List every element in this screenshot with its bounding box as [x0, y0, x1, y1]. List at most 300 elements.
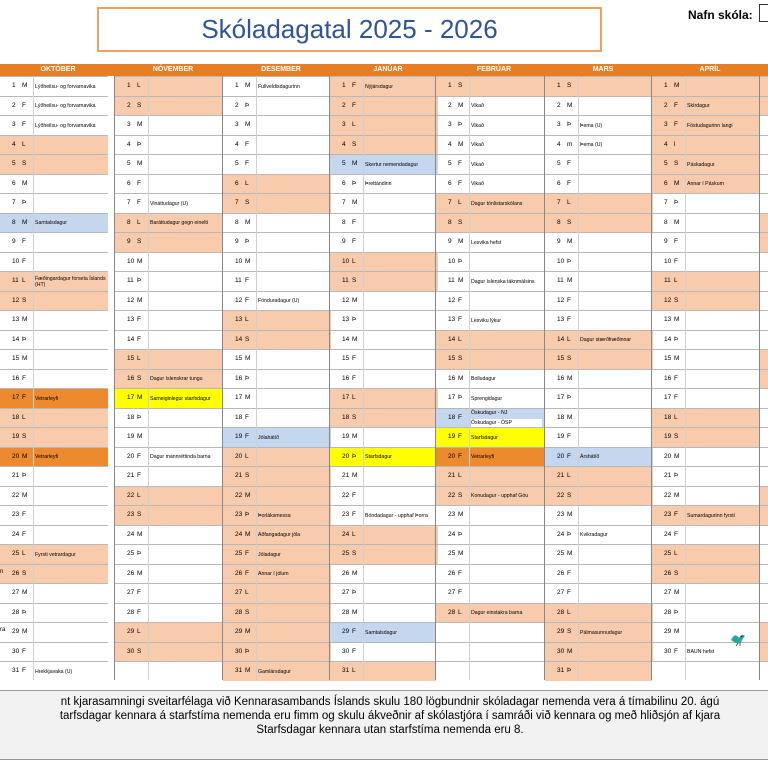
- calendar-day-cell: [115, 115, 223, 135]
- day-number: 6: [557, 179, 561, 187]
- calendar-day-cell: [330, 564, 438, 584]
- weekday-letter: L: [458, 335, 462, 343]
- calendar-day-cell: [0, 466, 108, 486]
- day-number: 5: [127, 160, 131, 167]
- calendar-day-cell: [330, 642, 438, 662]
- calendar-day-cell: [545, 486, 653, 506]
- calendar-day-cell: [436, 174, 544, 194]
- calendar-day-cell: [436, 388, 544, 408]
- calendar-day-cell: [545, 154, 653, 174]
- calendar-day-cell: [652, 466, 759, 486]
- weekday-letter: M: [22, 628, 28, 635]
- weekday-letter: L: [245, 316, 249, 323]
- weekday-letter: L: [137, 82, 141, 89]
- calendar-day-cell: [330, 369, 438, 389]
- calendar-day-cell: [223, 642, 331, 662]
- day-number: 10: [448, 257, 456, 265]
- calendar-day-cell: [652, 154, 759, 174]
- weekday-letter: M: [22, 491, 28, 499]
- month-header: OKTÓBER: [40, 66, 76, 73]
- day-event: [35, 624, 106, 641]
- weekday-letter: F: [22, 257, 26, 265]
- weekday-letter: M: [22, 316, 28, 323]
- weekday-letter: S: [352, 277, 357, 284]
- day-number: 7: [448, 199, 452, 206]
- weekday-letter: M: [137, 394, 143, 401]
- day-number: 17: [664, 394, 672, 401]
- day-event: [150, 566, 221, 583]
- day-event: [150, 273, 221, 290]
- weekday-letter: L: [352, 121, 356, 128]
- day-event: [150, 98, 221, 115]
- day-event: Vináttudagur (U): [150, 200, 188, 207]
- day-event: [580, 488, 651, 505]
- calendar-grid: [0, 76, 768, 680]
- day-event: [150, 293, 221, 310]
- day-event: [471, 644, 542, 661]
- day-event: Bolludagur: [471, 376, 496, 382]
- school-name-field[interactable]: [759, 4, 768, 22]
- calendar-day-cell: [0, 564, 108, 584]
- day-event: [687, 566, 757, 583]
- day-number: 27: [448, 589, 456, 596]
- weekday-letter: Þ: [352, 316, 357, 323]
- weekday-letter: F: [567, 569, 571, 577]
- calendar-day-cell: [545, 291, 653, 311]
- day-number: 20: [342, 452, 350, 460]
- day-event: [687, 605, 757, 622]
- day-event: [35, 332, 106, 349]
- day-event: [365, 117, 436, 134]
- calendar-day-cell: [223, 135, 331, 155]
- day-event: [35, 527, 106, 544]
- day-event: [150, 312, 221, 329]
- day-event: Samtalsdagur: [35, 220, 68, 226]
- weekday-letter: M: [567, 511, 573, 518]
- day-number: 4: [342, 140, 346, 148]
- day-event: Dagur stærðfræðinnar: [580, 337, 632, 343]
- weekday-letter: F: [137, 589, 141, 596]
- day-number: 4: [448, 140, 452, 148]
- weekday-letter: F: [22, 374, 26, 382]
- weekday-letter: M: [458, 101, 464, 109]
- weekday-letter: M: [352, 569, 358, 577]
- day-event: [580, 429, 651, 446]
- calendar-day-cell: [436, 486, 544, 506]
- calendar-day-cell: [223, 349, 331, 369]
- day-number: 30: [342, 647, 350, 655]
- calendar-day-cell: [330, 349, 438, 369]
- day-number: 2: [664, 101, 668, 109]
- day-number: 30: [557, 647, 565, 655]
- day-event: [580, 663, 651, 680]
- calendar-day-cell: [115, 232, 223, 252]
- day-number: 23: [127, 511, 135, 518]
- day-event: [365, 429, 436, 446]
- day-event: [687, 195, 757, 212]
- day-number: 3: [448, 121, 452, 128]
- day-number: 13: [127, 316, 135, 323]
- weekday-letter: M: [674, 82, 680, 89]
- weekday-letter: Þ: [567, 394, 572, 401]
- weekday-letter: L: [22, 140, 26, 148]
- weekday-letter: F: [458, 433, 462, 440]
- day-event: [35, 566, 106, 583]
- day-number: 14: [12, 335, 20, 343]
- calendar-day-cell: [115, 447, 223, 467]
- weekday-letter: M: [458, 374, 464, 382]
- day-event: [687, 371, 757, 388]
- calendar-day-cell: [652, 310, 759, 330]
- day-number: 11: [664, 277, 671, 284]
- day-event: [150, 488, 221, 505]
- day-event: [258, 644, 329, 661]
- calendar-day-cell: [545, 427, 653, 447]
- calendar-day-cell: [652, 583, 759, 603]
- weekday-letter: M: [22, 355, 28, 362]
- weekday-letter: F: [352, 355, 356, 362]
- calendar-day-cell: [545, 349, 653, 369]
- calendar-day-cell: [436, 369, 544, 389]
- calendar-day-cell: [436, 310, 544, 330]
- calendar-day-cell: [436, 466, 544, 486]
- day-number: 23: [342, 511, 350, 518]
- day-number: 24: [127, 530, 135, 538]
- partial-next-month-cell: [760, 603, 768, 623]
- weekday-letter: F: [352, 628, 356, 635]
- calendar-day-cell: [115, 583, 223, 603]
- calendar-day-cell: [545, 505, 653, 525]
- day-number: 25: [557, 550, 565, 557]
- weekday-letter: F: [352, 647, 356, 655]
- calendar-day-cell: [436, 505, 544, 525]
- day-number: 26: [448, 569, 456, 577]
- weekday-letter: F: [674, 374, 678, 382]
- calendar-day-cell: [330, 271, 438, 291]
- day-event: [687, 78, 757, 95]
- day-event: [35, 585, 106, 602]
- calendar-day-cell: [115, 603, 223, 623]
- weekday-letter: S: [137, 374, 142, 382]
- day-number: 16: [664, 374, 672, 382]
- day-event: [150, 351, 221, 368]
- footer-line-3: Starfsdagar kennara utan starfstíma nemenda eru 8.: [256, 724, 524, 736]
- day-number: 3: [557, 121, 561, 128]
- day-number: 20: [664, 452, 672, 460]
- month-header: NÓVEMBER: [152, 66, 194, 73]
- day-number: 13: [557, 316, 565, 323]
- weekday-letter: M: [674, 628, 680, 635]
- day-event: [365, 332, 436, 349]
- day-event: [580, 98, 651, 115]
- column-subdivider: [685, 76, 686, 680]
- partial-next-month-cell: [760, 427, 768, 447]
- calendar-day-cell: [545, 115, 653, 135]
- day-event: [580, 351, 651, 368]
- day-number: 11: [557, 277, 564, 284]
- day-number: 10: [12, 257, 20, 265]
- day-event: Baráttudagur gegn einelti: [150, 220, 208, 226]
- day-number: 9: [342, 238, 346, 245]
- bird-icon: [729, 630, 747, 646]
- calendar-day-cell: [545, 76, 653, 96]
- weekday-letter: S: [352, 140, 357, 148]
- calendar-day-cell: [436, 76, 544, 96]
- calendar-day-cell: [330, 174, 438, 194]
- weekday-letter: F: [22, 394, 26, 401]
- weekday-letter: Þ: [352, 452, 357, 460]
- calendar-day-cell: [545, 388, 653, 408]
- day-event: [365, 566, 436, 583]
- day-number: 28: [235, 608, 243, 616]
- day-event: [580, 293, 651, 310]
- column-divider: [114, 76, 115, 680]
- calendar-day-cell: [330, 486, 438, 506]
- day-event: [580, 644, 651, 661]
- day-event: [258, 390, 329, 407]
- day-number: 15: [557, 355, 565, 362]
- day-number: 6: [235, 179, 239, 187]
- weekday-letter: l: [674, 140, 676, 148]
- day-event: [365, 254, 436, 271]
- calendar-day-cell: [115, 544, 223, 564]
- day-event: [258, 234, 329, 251]
- calendar-day-cell: [330, 115, 438, 135]
- calendar-day-cell: [652, 525, 759, 545]
- calendar-day-cell: [115, 622, 223, 642]
- column-divider: [222, 76, 223, 680]
- weekday-letter: Þ: [22, 472, 27, 479]
- weekday-letter: M: [245, 394, 251, 401]
- weekday-letter: L: [352, 667, 356, 674]
- day-event: [150, 254, 221, 271]
- day-event: [35, 234, 106, 251]
- partial-next-month-cell: [760, 213, 768, 233]
- day-event: [687, 312, 757, 329]
- day-event: [35, 312, 106, 329]
- day-event: [365, 234, 436, 251]
- weekday-letter: S: [352, 550, 357, 557]
- month-header: DESEMBER: [261, 66, 301, 73]
- day-number: 4: [12, 140, 16, 148]
- weekday-letter: F: [567, 589, 571, 596]
- weekday-letter: M: [567, 647, 573, 655]
- day-number: 30: [12, 647, 20, 655]
- column-divider: [435, 76, 436, 680]
- weekday-letter: M: [245, 218, 251, 226]
- day-event: [258, 254, 329, 271]
- day-event: [150, 410, 221, 427]
- day-number: 15: [664, 355, 672, 362]
- weekday-letter: Þ: [137, 550, 142, 557]
- day-event: [471, 624, 542, 641]
- day-number: 20: [235, 452, 243, 460]
- weekday-letter: F: [137, 316, 141, 323]
- calendar-day-cell: [652, 486, 759, 506]
- day-number: 1: [448, 82, 452, 89]
- calendar-day-cell: [0, 583, 108, 603]
- calendar-day-cell: [652, 544, 759, 564]
- day-number: 15: [127, 355, 135, 362]
- day-number: 29: [557, 628, 565, 635]
- weekday-letter: F: [674, 238, 678, 245]
- weekday-letter: F: [567, 296, 571, 304]
- partial-next-month-cell: [760, 661, 768, 681]
- day-event: [687, 273, 757, 290]
- calendar-day-cell: [0, 271, 108, 291]
- day-event: [150, 429, 221, 446]
- calendar-day-cell: [0, 193, 108, 213]
- day-event: [687, 527, 757, 544]
- day-number: 3: [342, 121, 346, 128]
- calendar-day-cell: [545, 544, 653, 564]
- day-event: [35, 371, 106, 388]
- calendar-day-cell: [115, 213, 223, 233]
- weekday-letter: L: [245, 589, 249, 596]
- weekday-letter: S: [245, 199, 250, 206]
- day-number: 21: [664, 472, 672, 479]
- day-event: [35, 195, 106, 212]
- weekday-letter: F: [245, 277, 249, 284]
- month-header: FEBRÚAR: [476, 66, 512, 73]
- weekday-letter: L: [352, 530, 356, 538]
- partial-next-month-cell: [760, 408, 768, 428]
- calendar-day-cell: [223, 232, 331, 252]
- weekday-letter: M: [137, 433, 143, 440]
- calendar-day-cell: [115, 642, 223, 662]
- weekday-letter: M: [137, 121, 143, 128]
- calendar-day-cell: [0, 115, 108, 135]
- day-event: [258, 312, 329, 329]
- calendar-day-cell: [545, 408, 653, 428]
- weekday-letter: F: [674, 511, 678, 518]
- partial-next-month-cell: [760, 193, 768, 213]
- weekday-letter: M: [137, 530, 143, 538]
- calendar-day-cell: [223, 408, 331, 428]
- day-event: [471, 293, 542, 310]
- weekday-letter: S: [352, 413, 357, 421]
- weekday-letter: M: [674, 355, 680, 362]
- calendar-day-cell: [0, 252, 108, 272]
- day-event: Gamlársdagur: [258, 668, 291, 675]
- weekday-letter: L: [137, 628, 141, 635]
- day-event: [258, 117, 329, 134]
- day-event: Vikað: [471, 122, 484, 129]
- day-number: 12: [12, 296, 20, 304]
- day-number: 2: [235, 101, 239, 109]
- weekday-letter: S: [458, 491, 463, 499]
- day-event: [365, 390, 436, 407]
- day-event: [150, 468, 221, 485]
- day-number: 16: [12, 374, 20, 382]
- day-number: 7: [664, 199, 668, 206]
- calendar-day-cell: [545, 603, 653, 623]
- calendar-day-cell: [652, 252, 759, 272]
- day-event: [687, 546, 757, 563]
- day-number: 10: [235, 257, 243, 265]
- day-event: [580, 215, 651, 232]
- day-event: Dagur mannréttinda barna: [150, 454, 211, 460]
- weekday-letter: M: [245, 491, 251, 499]
- day-number: 6: [127, 179, 131, 187]
- day-event: Lýðheilsu- og forvarnavika: [35, 122, 96, 129]
- day-event: [471, 663, 542, 680]
- day-event: [258, 605, 329, 622]
- day-number: 21: [12, 472, 20, 479]
- day-number: 31: [342, 667, 350, 674]
- day-number: 5: [342, 160, 346, 167]
- day-event: [471, 215, 542, 232]
- day-event: Þema (U): [580, 122, 603, 129]
- day-number: 15: [448, 355, 456, 362]
- calendar-day-cell: [330, 154, 438, 174]
- day-number: 27: [127, 589, 135, 596]
- day-event: [365, 351, 436, 368]
- day-event: Lesvika hefst: [471, 239, 502, 246]
- weekday-letter: F: [567, 452, 571, 460]
- day-number: 7: [342, 199, 346, 206]
- partial-next-month-cell: [760, 271, 768, 291]
- partial-next-month-cell: [760, 622, 768, 642]
- weekday-letter: Þ: [245, 101, 250, 109]
- day-number: 6: [12, 179, 16, 187]
- day-number: 19: [557, 433, 565, 440]
- weekday-letter: S: [22, 569, 27, 577]
- footer-line-2: tarfsdagar kennara á starfstíma nemenda eru fimm og skulu ákveðnir af skólastjóra í samráði við kennara og með hliðsjón af kjara: [59, 710, 721, 722]
- day-number: 22: [664, 491, 672, 499]
- day-event: [580, 546, 651, 563]
- day-number: 18: [448, 413, 456, 421]
- day-event: Bóndadagur - upphaf Þorra: [365, 512, 428, 519]
- day-event: [687, 254, 757, 271]
- day-number: 12: [448, 296, 456, 304]
- day-number: 8: [127, 218, 131, 226]
- calendar-day-cell: [223, 564, 331, 584]
- weekday-letter: F: [567, 433, 571, 440]
- day-event: [258, 273, 329, 290]
- weekday-letter: M: [22, 452, 28, 460]
- calendar-day-cell: [223, 583, 331, 603]
- calendar-day-cell: [436, 525, 544, 545]
- day-number: 29: [235, 628, 243, 635]
- day-number: 7: [235, 199, 239, 206]
- day-number: 30: [127, 647, 135, 655]
- weekday-letter: S: [567, 491, 572, 499]
- calendar-day-cell: [115, 76, 223, 96]
- day-number: 7: [557, 199, 561, 206]
- weekday-letter: S: [137, 238, 142, 245]
- day-number: 16: [557, 374, 565, 382]
- weekday-letter: F: [137, 452, 141, 460]
- day-event: Sameiginlegur starfsdagur: [150, 395, 211, 402]
- day-number: 14: [448, 335, 456, 343]
- calendar-day-cell: [652, 291, 759, 311]
- day-event: Aðfangadagur jóla: [258, 532, 301, 538]
- day-event: Dagur einstakra barna: [471, 610, 523, 616]
- calendar-day-cell: [545, 564, 653, 584]
- calendar-day-cell: [0, 505, 108, 525]
- weekday-letter: M: [567, 413, 573, 421]
- weekday-letter: F: [458, 589, 462, 596]
- weekday-letter: F: [458, 316, 462, 323]
- day-event: Dagur íslenska táknmálsins: [471, 278, 535, 285]
- calendar-day-cell: [330, 96, 438, 116]
- day-number: 24: [448, 530, 456, 538]
- weekday-letter: F: [567, 160, 571, 167]
- weekday-letter: M: [352, 472, 358, 479]
- day-event: [365, 293, 436, 310]
- calendar-day-cell: [330, 661, 438, 681]
